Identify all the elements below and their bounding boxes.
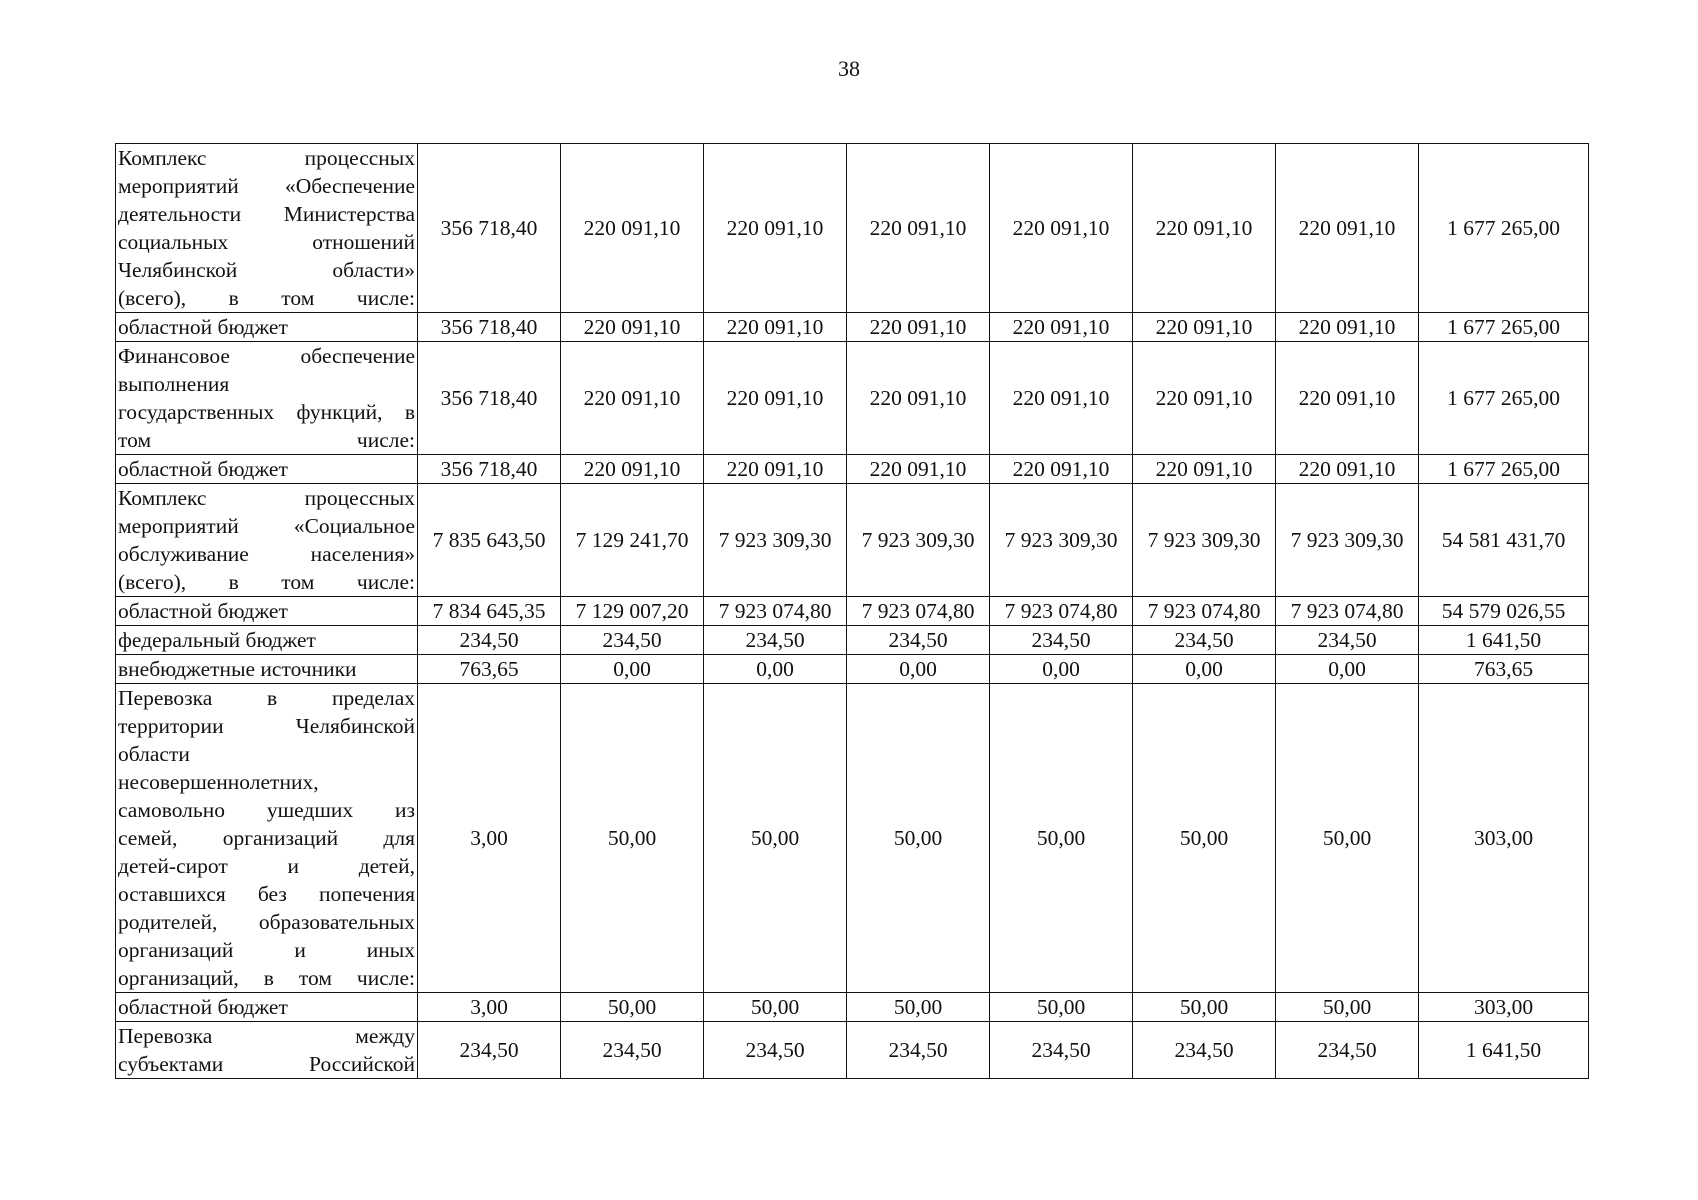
table-row	[116, 455, 1589, 484]
value-cell: 220 091,10	[1133, 313, 1276, 342]
value-cell: 50,00	[990, 993, 1133, 1022]
row-description	[116, 484, 418, 597]
value-cell: 234,50	[418, 1022, 561, 1079]
value-cell: 220 091,10	[704, 144, 847, 313]
value-cell: 7 923 074,80	[1276, 597, 1419, 626]
value-cell: 234,50	[847, 1022, 990, 1079]
table-row	[116, 655, 1589, 684]
description-line: несовершеннолетних,	[118, 770, 319, 794]
value-cell: 220 091,10	[704, 455, 847, 484]
value-cell: 7 923 309,30	[1276, 484, 1419, 597]
value-cell: 356 718,40	[418, 313, 561, 342]
total-cell: 1 641,50	[1419, 626, 1589, 655]
description-line: выполнения	[118, 372, 230, 396]
value-cell: 7 923 309,30	[990, 484, 1133, 597]
total-cell: 303,00	[1419, 684, 1589, 993]
value-cell: 7 129 007,20	[561, 597, 704, 626]
table-row	[116, 597, 1589, 626]
value-cell: 3,00	[418, 993, 561, 1022]
description-line: обслуживание населения»	[118, 542, 415, 566]
row-description	[116, 455, 418, 484]
row-description	[116, 993, 418, 1022]
value-cell: 234,50	[847, 626, 990, 655]
value-cell: 50,00	[847, 684, 990, 993]
value-cell: 7 923 309,30	[847, 484, 990, 597]
description-line: федеральный бюджет	[118, 628, 316, 652]
value-cell: 220 091,10	[847, 144, 990, 313]
description-line: области	[118, 742, 190, 766]
value-cell: 0,00	[561, 655, 704, 684]
value-cell: 0,00	[847, 655, 990, 684]
value-cell: 7 834 645,35	[418, 597, 561, 626]
value-cell: 50,00	[1133, 684, 1276, 993]
value-cell: 234,50	[704, 626, 847, 655]
row-description	[116, 597, 418, 626]
table-row	[116, 993, 1589, 1022]
total-cell: 1 641,50	[1419, 1022, 1589, 1079]
value-cell: 234,50	[1276, 626, 1419, 655]
value-cell: 3,00	[418, 684, 561, 993]
value-cell: 220 091,10	[1133, 144, 1276, 313]
row-description	[116, 313, 418, 342]
value-cell: 220 091,10	[990, 313, 1133, 342]
value-cell: 234,50	[990, 1022, 1133, 1079]
value-cell: 50,00	[561, 684, 704, 993]
value-cell: 7 923 309,30	[704, 484, 847, 597]
description-line: субъектами Российской	[118, 1052, 415, 1076]
value-cell: 50,00	[704, 684, 847, 993]
value-cell: 0,00	[990, 655, 1133, 684]
value-cell: 0,00	[1276, 655, 1419, 684]
total-cell: 1 677 265,00	[1419, 144, 1589, 313]
value-cell: 220 091,10	[990, 342, 1133, 455]
value-cell: 7 129 241,70	[561, 484, 704, 597]
description-line: мероприятий «Обеспечение	[118, 174, 415, 198]
description-line: областной бюджет	[118, 599, 288, 623]
total-cell: 1 677 265,00	[1419, 342, 1589, 455]
value-cell: 7 923 074,80	[1133, 597, 1276, 626]
description-line: социальных отношений	[118, 230, 415, 254]
description-line: Челябинской области»	[118, 258, 415, 282]
row-description	[116, 684, 418, 993]
description-line: том числе:	[118, 428, 415, 452]
description-line: областной бюджет	[118, 995, 288, 1019]
value-cell: 50,00	[704, 993, 847, 1022]
description-line: организаций и иных	[118, 938, 415, 962]
description-line: организаций, в том числе:	[118, 966, 415, 990]
value-cell: 356 718,40	[418, 455, 561, 484]
description-line: Перевозка между	[118, 1024, 415, 1048]
total-cell: 763,65	[1419, 655, 1589, 684]
value-cell: 50,00	[1276, 684, 1419, 993]
value-cell: 220 091,10	[1276, 313, 1419, 342]
description-line: семей, организаций для	[118, 826, 415, 850]
value-cell: 7 923 074,80	[990, 597, 1133, 626]
value-cell: 763,65	[418, 655, 561, 684]
value-cell: 50,00	[561, 993, 704, 1022]
value-cell: 234,50	[704, 1022, 847, 1079]
table-row	[116, 684, 1589, 993]
description-line: внебюджетные источники	[118, 657, 357, 681]
table-row	[116, 626, 1589, 655]
value-cell: 356 718,40	[418, 342, 561, 455]
value-cell: 220 091,10	[847, 455, 990, 484]
description-line: Перевозка в пределах	[118, 686, 415, 710]
row-description	[116, 144, 418, 313]
table-row	[116, 313, 1589, 342]
value-cell: 234,50	[990, 626, 1133, 655]
value-cell: 7 835 643,50	[418, 484, 561, 597]
page-number: 38	[838, 56, 860, 81]
value-cell: 220 091,10	[990, 144, 1133, 313]
value-cell: 220 091,10	[561, 313, 704, 342]
description-line: мероприятий «Социальное	[118, 514, 415, 538]
value-cell: 234,50	[1133, 626, 1276, 655]
total-cell: 303,00	[1419, 993, 1589, 1022]
value-cell: 220 091,10	[847, 342, 990, 455]
value-cell: 234,50	[561, 1022, 704, 1079]
total-cell: 1 677 265,00	[1419, 455, 1589, 484]
value-cell: 220 091,10	[1276, 342, 1419, 455]
value-cell: 220 091,10	[561, 342, 704, 455]
description-line: областной бюджет	[118, 457, 288, 481]
description-line: детей-сирот и детей,	[118, 854, 415, 878]
budget-table	[115, 143, 1589, 1079]
description-line: родителей, образовательных	[118, 910, 415, 934]
description-line: территории Челябинской	[118, 714, 415, 738]
row-description	[116, 342, 418, 455]
row-description	[116, 626, 418, 655]
table-body	[116, 144, 1589, 1079]
value-cell: 7 923 074,80	[704, 597, 847, 626]
description-line: областной бюджет	[118, 315, 288, 339]
description-line: деятельности Министерства	[118, 202, 415, 226]
total-cell: 1 677 265,00	[1419, 313, 1589, 342]
row-description	[116, 1022, 418, 1079]
value-cell: 7 923 309,30	[1133, 484, 1276, 597]
value-cell: 7 923 074,80	[847, 597, 990, 626]
value-cell: 50,00	[1133, 993, 1276, 1022]
value-cell: 50,00	[847, 993, 990, 1022]
value-cell: 220 091,10	[1133, 342, 1276, 455]
value-cell: 220 091,10	[990, 455, 1133, 484]
value-cell: 356 718,40	[418, 144, 561, 313]
value-cell: 0,00	[704, 655, 847, 684]
value-cell: 220 091,10	[561, 144, 704, 313]
description-line: самовольно ушедших из	[118, 798, 415, 822]
value-cell: 0,00	[1133, 655, 1276, 684]
row-description	[116, 655, 418, 684]
description-line: Финансовое обеспечение	[118, 344, 415, 368]
description-line: Комплекс процессных	[118, 146, 415, 170]
value-cell: 50,00	[990, 684, 1133, 993]
description-line: государственных функций, в	[118, 400, 415, 424]
value-cell: 50,00	[1276, 993, 1419, 1022]
value-cell: 234,50	[1133, 1022, 1276, 1079]
table-row	[116, 342, 1589, 455]
value-cell: 220 091,10	[1276, 144, 1419, 313]
value-cell: 220 091,10	[561, 455, 704, 484]
value-cell: 220 091,10	[704, 342, 847, 455]
value-cell: 220 091,10	[704, 313, 847, 342]
total-cell: 54 579 026,55	[1419, 597, 1589, 626]
table-row	[116, 484, 1589, 597]
description-line: (всего), в том числе:	[118, 570, 415, 594]
description-line: оставшихся без попечения	[118, 882, 415, 906]
value-cell: 220 091,10	[1133, 455, 1276, 484]
description-line: (всего), в том числе:	[118, 286, 415, 310]
value-cell: 220 091,10	[1276, 455, 1419, 484]
table-row	[116, 144, 1589, 313]
value-cell: 234,50	[1276, 1022, 1419, 1079]
value-cell: 220 091,10	[847, 313, 990, 342]
description-line: Комплекс процессных	[118, 486, 415, 510]
total-cell: 54 581 431,70	[1419, 484, 1589, 597]
value-cell: 234,50	[418, 626, 561, 655]
value-cell: 234,50	[561, 626, 704, 655]
table-row	[116, 1022, 1589, 1079]
